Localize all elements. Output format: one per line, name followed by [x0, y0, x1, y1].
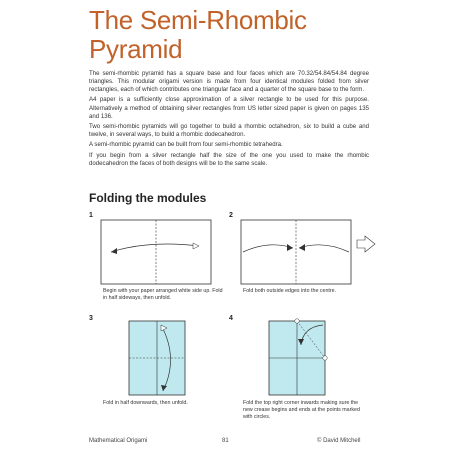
- step-3-diagram: [89, 315, 219, 405]
- section-heading: Folding the modules: [89, 191, 207, 205]
- intro-paragraph: The semi-rhombic pyramid has a square base and four faces which are 70.32/54.84/54.84 degree triangles. This modular origami version is made from four identical modules folded from silver rectangles, each of which contributes one triangular face and a quarter of the square base to the form.: [89, 70, 369, 94]
- footer-page-number: 81: [222, 438, 229, 444]
- step-number: 2: [229, 212, 233, 219]
- intro-text: [89, 70, 369, 170]
- step-2: [229, 212, 369, 322]
- reference-point: [323, 356, 327, 360]
- intro-paragraph: A semi-rhombic pyramid can be built from four semi-rhombic tetrahedra.: [89, 141, 283, 149]
- title-line-2: Pyramid: [89, 34, 183, 64]
- step-1-diagram: [89, 212, 219, 292]
- intro-paragraph: Two semi-rhombic pyramids will go together to build a rhombic octahedron, six to build a cube and twelve, in several ways, to build a rhombic dodecahedron.: [89, 122, 369, 139]
- step-4: [229, 315, 369, 425]
- intro-paragraph: If you begin from a silver rectangle half the size of the one you used to make the rhombic dodecahedron the faces of both designs will be to the same scale.: [89, 151, 369, 167]
- step-caption: Fold in half downwards, then unfold.: [103, 400, 188, 406]
- step-caption: Fold the top right corner inwards making sure the new crease begins and ends at the points marked with circles.: [243, 400, 360, 420]
- step-1: [89, 212, 229, 322]
- intro-paragraph: A4 paper is a sufficiently close approximation of a silver rectangle to be used for this purpose. Alternatively a method of obtaining silver rectangles from US letter sized paper is given on pages 135 and 136.: [89, 96, 369, 120]
- page-title: [89, 6, 389, 64]
- step-number: 4: [229, 315, 233, 322]
- turn-over-arrow: [357, 236, 375, 252]
- title-line-1: The Semi-Rhombic: [89, 5, 307, 35]
- step-caption: Begin with your paper arranged white side up. Fold in half sideways, then unfold.: [103, 288, 223, 301]
- step-2-diagram: [229, 212, 379, 292]
- step-number: 3: [89, 315, 93, 322]
- step-4-diagram: [229, 315, 359, 405]
- footer-copyright: © David Mitchell: [317, 438, 361, 444]
- step-number: 1: [89, 212, 93, 219]
- footer-book-title: Mathematical Origami: [89, 438, 148, 444]
- reference-point: [295, 319, 299, 323]
- step-3: [89, 315, 229, 425]
- step-caption: Fold both outside edges into the centre.: [243, 288, 337, 294]
